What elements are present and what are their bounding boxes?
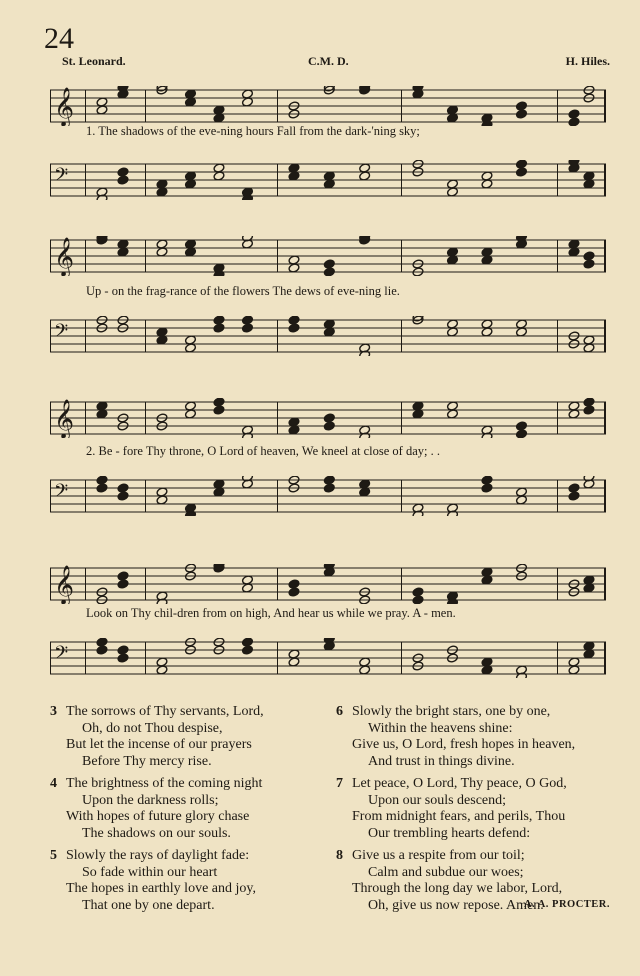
verse-line: Give us a respite from our toil; <box>352 848 525 863</box>
note-head <box>288 316 300 325</box>
note-head <box>117 491 129 501</box>
note-head <box>96 638 108 647</box>
treble-clef-icon: 𝄞 <box>54 87 75 126</box>
bass-staff <box>50 638 606 678</box>
verse-line: The shadows on our souls. <box>82 825 231 841</box>
verse-line: Our trembling hearts defend: <box>368 825 531 841</box>
verse-line: The sorrows of Thy servants, Lord, <box>66 704 264 719</box>
note-head <box>583 405 595 415</box>
note-head <box>288 579 300 589</box>
verse-4 <box>50 776 336 842</box>
bass-clef-icon: 𝄢 <box>54 321 69 346</box>
meter: C.M. D. <box>308 54 349 68</box>
note-head <box>117 483 129 493</box>
note-head <box>583 259 595 269</box>
note-head <box>185 564 197 573</box>
lyric-line: 1. The shadows of the eve-ning hours Fall from the dark-'ning sky; <box>86 124 420 138</box>
note-head <box>96 645 108 655</box>
note-head <box>568 483 580 493</box>
verse-line: Oh, give us now repose. Amen. <box>368 897 544 913</box>
verse-line: Within the heavens shine: <box>368 720 513 736</box>
verse-line: Upon the darkness rolls; <box>82 792 219 808</box>
bass-clef-icon: 𝄢 <box>54 165 69 190</box>
note-head <box>359 595 371 604</box>
bass-clef-icon: 𝄢 <box>54 481 69 506</box>
tune-name: St. Leonard. <box>62 54 126 68</box>
verse-7 <box>336 776 622 842</box>
bass-staff <box>50 160 606 200</box>
bass-staff-lines <box>50 316 606 356</box>
verse-number: 3 <box>50 704 57 719</box>
verse-line: Oh, do not Thou despise, <box>82 720 223 736</box>
note-head <box>412 267 424 276</box>
verse-line: But let the incense of our prayers <box>66 737 252 752</box>
verse-line: That one by one depart. <box>82 897 215 913</box>
verse-line: So fade within our heart <box>82 864 218 880</box>
treble-staff-lines <box>50 86 606 126</box>
note-head <box>117 645 129 655</box>
note-head <box>412 595 424 604</box>
treble-staff-lines <box>50 236 606 276</box>
note-head <box>323 413 335 423</box>
verse-number: 5 <box>50 848 57 863</box>
bass-staff-lines <box>50 160 606 200</box>
note-head <box>213 316 225 325</box>
verse-line: The brightness of the coming night <box>66 776 263 791</box>
treble-staff-lines <box>50 564 606 604</box>
verse-number: 7 <box>336 776 343 791</box>
note-head <box>323 259 335 269</box>
note-head <box>516 109 528 119</box>
note-head <box>242 645 254 655</box>
note-head <box>568 491 580 501</box>
verse-5 <box>50 848 336 914</box>
treble-clef-icon: 𝄞 <box>54 237 75 276</box>
verse-line: Before Thy mercy rise. <box>82 753 212 769</box>
note-head <box>117 579 129 589</box>
note-head <box>117 175 129 185</box>
verses-left-column <box>50 704 336 920</box>
bass-staff <box>50 476 606 516</box>
note-head <box>117 653 129 663</box>
note-head <box>412 587 424 597</box>
verse-number: 8 <box>336 848 343 863</box>
verse-line: Calm and subdue our woes; <box>368 864 524 880</box>
verse-6 <box>336 704 622 770</box>
verse-line: Slowly the bright stars, one by one, <box>352 704 551 719</box>
bass-staff <box>50 316 606 356</box>
verse-line: And trust in things divine. <box>368 753 515 769</box>
verse-line: With hopes of future glory chase <box>66 809 250 824</box>
lyric-line: Look on Thy chil-dren from on high, And hear us while we pray. A - men. <box>86 606 456 620</box>
note-head <box>516 167 528 177</box>
verse-line: Give us, O Lord, fresh hopes in heaven, <box>352 737 576 752</box>
bass-clef-icon: 𝄢 <box>54 643 69 668</box>
verse-line: Upon our souls descend; <box>368 792 507 808</box>
treble-staff-lines <box>50 398 606 438</box>
verses-right-column <box>336 704 622 920</box>
verse-number: 6 <box>336 704 343 719</box>
note-head <box>481 483 493 493</box>
hymn-header <box>62 54 610 70</box>
note-head <box>323 483 335 493</box>
note-head <box>323 421 335 431</box>
note-head <box>117 571 129 581</box>
treble-staff <box>50 564 606 604</box>
note-head <box>213 323 225 333</box>
note-head <box>516 421 528 431</box>
note-head <box>323 476 335 485</box>
treble-clef-icon: 𝄞 <box>54 565 75 604</box>
note-head <box>323 267 335 276</box>
treble-staff <box>50 398 606 438</box>
composer: H. Hiles. <box>565 54 610 68</box>
verse-line: Let peace, O Lord, Thy peace, O God, <box>352 776 567 791</box>
note-head <box>568 109 580 119</box>
note-head <box>516 564 528 573</box>
author-credit: A. A. PROCTER. <box>523 899 610 910</box>
verse-3 <box>50 704 336 770</box>
lyric-line: Up - on the frag-rance of the flowers The dews of eve-ning lie. <box>86 284 400 298</box>
lyric-line: 2. Be - fore Thy throne, O Lord of heaven, We kneel at close of day; . . <box>86 444 440 458</box>
note-head <box>412 160 424 169</box>
note-head <box>213 405 225 415</box>
verse-line: Slowly the rays of daylight fade: <box>66 848 250 863</box>
note-head <box>96 483 108 493</box>
note-head <box>288 323 300 333</box>
verse-line: Through the long day we labor, Lord, <box>352 881 563 896</box>
note-head <box>96 595 108 604</box>
note-head <box>583 251 595 261</box>
note-head <box>242 323 254 333</box>
verse-line: From midnight fears, and perils, Thou <box>352 809 566 824</box>
treble-staff <box>50 236 606 276</box>
note-head <box>288 587 300 597</box>
verse-line: The hopes in earthly love and joy, <box>66 881 256 896</box>
treble-clef-icon: 𝄞 <box>54 399 75 438</box>
treble-staff <box>50 86 606 126</box>
note-head <box>117 167 129 177</box>
page-number: 24 <box>44 22 74 55</box>
note-head <box>516 101 528 111</box>
verse-number: 4 <box>50 776 57 791</box>
note-head <box>516 429 528 438</box>
note-head <box>96 476 108 485</box>
bass-staff-lines <box>50 476 606 516</box>
bass-staff-lines <box>50 638 606 678</box>
